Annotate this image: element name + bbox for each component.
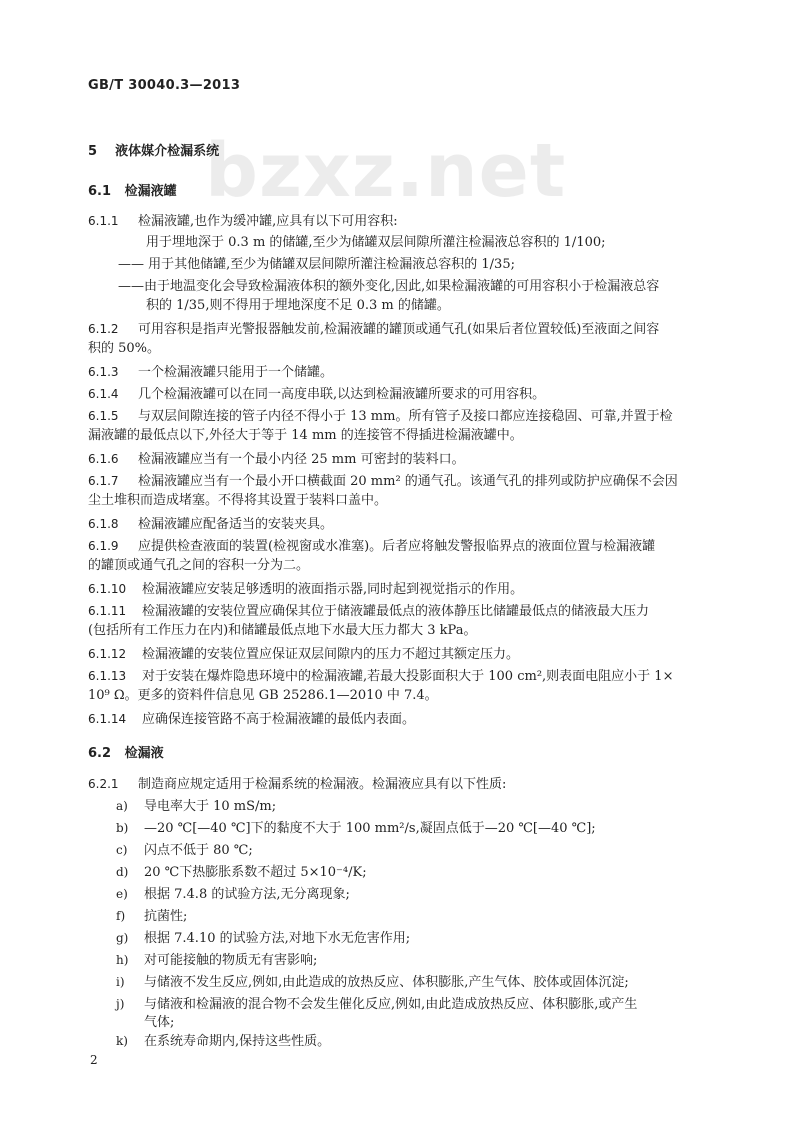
list-item (116, 820, 596, 837)
section-number: 6.2 (88, 746, 112, 761)
section-6-1-heading (88, 180, 177, 199)
clause-text: 检漏液罐的安装位置应保证双层间隙内的压力不超过其额定压力。 (142, 647, 520, 662)
list-item-label: h) (116, 953, 129, 967)
clause-text: 一个检漏液罐只能用于一个储罐。 (138, 365, 334, 380)
clause-6-1-1-dash-3-cont: 积的 1/35,则不得用于埋地深度不足 0.3 m 的储罐。 (146, 298, 450, 313)
list-item-label: d) (116, 865, 129, 879)
clause-number: 6.1.8 (88, 517, 119, 531)
clause-6-1-6 (88, 451, 465, 468)
list-item-label: e) (116, 887, 128, 901)
section-number: 6.1 (88, 184, 112, 199)
watermark: bzxz.net (205, 128, 567, 214)
section-title: 液体媒介检漏系统 (115, 144, 220, 159)
clause-6-1-10 (88, 581, 523, 598)
clause-text: 应提供检查液面的装置(检视窗或水准塞)。后者应将触发警报临界点的液面位置与检漏液罐 (138, 539, 656, 554)
clause-text: 应确保连接管路不高于检漏液罐的最低内表面。 (142, 712, 416, 727)
list-item-text: 20 ℃下热膨胀系数不超过 5×10⁻⁴/K; (144, 865, 367, 880)
list-item (116, 996, 637, 1013)
clause-6-1-1-dash-3: ——由于地温变化会导致检漏液体积的额外变化,因此,如果检漏液罐的可用容积小于检漏液总容 (118, 279, 660, 294)
list-item (116, 974, 629, 991)
list-item-text: 根据 7.4.10 的试验方法,对地下水无危害作用; (144, 931, 411, 946)
clause-text: 制造商应规定适用于检漏系统的检漏液。检漏液应具有以下性质: (138, 777, 507, 792)
list-item-text: 抗菌性; (144, 909, 188, 924)
clause-text: 检漏液罐应当有一个最小内径 25 mm 可密封的装料口。 (138, 452, 465, 467)
clause-6-1-12 (88, 646, 519, 663)
clause-text: 检漏液罐的安装位置应确保其位于储液罐最低点的液体静压比储罐最低点的储液最大压力 (142, 604, 650, 619)
clause-number: 6.1.5 (88, 409, 119, 423)
list-item-text: 气体; (144, 1015, 175, 1030)
clause-6-1-4 (88, 386, 545, 403)
clause-6-1-8 (88, 516, 333, 533)
clause-6-1-1 (88, 213, 398, 230)
page-number: 2 (90, 1053, 98, 1067)
clause-6-1-5-cont: 漏液罐的最低点以下,外径大于等于 14 mm 的连接管不得插进检漏液罐中。 (88, 428, 523, 443)
clause-6-1-7 (88, 473, 678, 490)
clause-number: 6.1.7 (88, 474, 119, 488)
list-item (116, 952, 317, 969)
list-item-label: j) (116, 997, 125, 1011)
clause-6-1-2-cont: 积的 50%。 (88, 341, 161, 356)
clause-text: 检漏液罐应配备适当的安装夹具。 (138, 517, 334, 532)
clause-number: 6.1.1 (88, 214, 119, 228)
list-item-text: 与储液不发生反应,例如,由此造成的放热反应、体积膨胀,产生气体、胶体或固体沉淀; (144, 975, 629, 990)
clause-number: 6.1.2 (88, 322, 119, 336)
list-item (116, 930, 410, 947)
clause-number: 6.1.6 (88, 452, 119, 466)
list-item-text: 闪点不低于 80 ℃; (144, 843, 253, 858)
clause-6-1-13-cont: 10⁹ Ω。更多的资料件信息见 GB 25286.1—2010 中 7.4。 (88, 688, 438, 703)
clause-6-1-1-dash-1: 用于埋地深于 0.3 m 的储罐,至少为储罐双层间隙所灌注检漏液总容积的 1/100; (146, 235, 606, 250)
list-item-label: a) (116, 799, 128, 813)
section-6-2-heading (88, 742, 164, 761)
clause-text: 检漏液罐应安装足够透明的液面指示器,同时起到视觉指示的作用。 (142, 582, 524, 597)
clause-text: 几个检漏液罐可以在同一高度串联,以达到检漏液罐所要求的可用容积。 (138, 387, 546, 402)
list-item-label: b) (116, 821, 129, 835)
clause-number: 6.1.9 (88, 539, 119, 553)
clause-6-1-7-cont: 尘土堆积而造成堵塞。不得将其设置于装料口盖中。 (88, 493, 388, 508)
list-item (116, 908, 187, 925)
section-5-heading (88, 140, 219, 159)
clause-text: 与双层间隙连接的管子内径不得小于 13 mm。所有管子及接口都应连接稳固、可靠,并置于检 (138, 409, 673, 424)
clause-text: 检漏液罐,也作为缓冲罐,应具有以下可用容积: (138, 214, 398, 229)
clause-6-1-9 (88, 538, 655, 555)
clause-text: 对于安装在爆炸隐患环境中的检漏液罐,若最大投影面积大于 100 cm²,则表面电阻应小于 1× (142, 669, 674, 684)
section-title: 检漏液 (124, 746, 164, 761)
clause-number: 6.2.1 (88, 777, 119, 791)
clause-6-1-5 (88, 408, 673, 425)
clause-6-2-1 (88, 776, 506, 793)
list-item-label: f) (116, 909, 126, 923)
section-number: 5 (88, 144, 98, 159)
clause-6-1-3 (88, 364, 333, 381)
list-item (116, 842, 253, 859)
list-item-label: k) (116, 1034, 128, 1048)
standard-code: GB/T 30040.3—2013 (88, 78, 241, 93)
list-item-label: g) (116, 931, 129, 945)
list-item-text: 与储液和检漏液的混合物不会发生催化反应,例如,由此造成放热反应、体积膨胀,或产生 (144, 997, 638, 1012)
clause-6-1-14 (88, 711, 415, 728)
clause-6-1-2 (88, 321, 659, 338)
clause-number: 6.1.14 (88, 712, 127, 726)
list-item (116, 864, 367, 881)
list-item (116, 1033, 330, 1050)
clause-6-1-13 (88, 668, 673, 685)
clause-number: 6.1.10 (88, 582, 127, 596)
clause-6-1-11-cont: (包括所有工作压力在内)和储罐最低点地下水最大压力都大 3 kPa。 (88, 623, 477, 638)
list-item-text: 导电率大于 10 mS/m; (144, 799, 277, 814)
clause-6-1-9-cont: 的罐顶或通气孔之间的容积一分为二。 (88, 558, 310, 573)
clause-number: 6.1.3 (88, 365, 119, 379)
list-item-label: c) (116, 843, 128, 857)
list-item-label: i) (116, 975, 125, 989)
list-item-text: 根据 7.4.8 的试验方法,无分离现象; (144, 887, 350, 902)
list-item-cont (116, 1015, 174, 1031)
clause-6-1-1-dash-2: —— 用于其他储罐,至少为储罐双层间隙所灌注检漏液总容积的 1/35; (118, 257, 515, 272)
clause-number: 6.1.4 (88, 387, 119, 401)
list-item (116, 798, 276, 815)
section-title: 检漏液罐 (124, 184, 177, 199)
list-item-text: 对可能接触的物质无有害影响; (144, 953, 318, 968)
clause-text: 检漏液罐应当有一个最小开口横截面 20 mm² 的通气孔。该通气孔的排列或防护应确保不会因 (138, 474, 678, 489)
clause-text: 可用容积是指声光警报器触发前,检漏液罐的罐顶或通气孔(如果后者位置较低)至液面之间容 (138, 322, 660, 337)
list-item (116, 886, 350, 903)
list-item-text: —20 ℃[—40 ℃]下的黏度不大于 100 mm²/s,凝固点低于—20 ℃[—40 ℃]; (144, 821, 596, 836)
clause-6-1-11 (88, 603, 649, 620)
clause-number: 6.1.11 (88, 604, 127, 618)
list-item-text: 在系统寿命期内,保持这些性质。 (144, 1034, 331, 1049)
clause-number: 6.1.12 (88, 647, 127, 661)
clause-number: 6.1.13 (88, 669, 127, 683)
